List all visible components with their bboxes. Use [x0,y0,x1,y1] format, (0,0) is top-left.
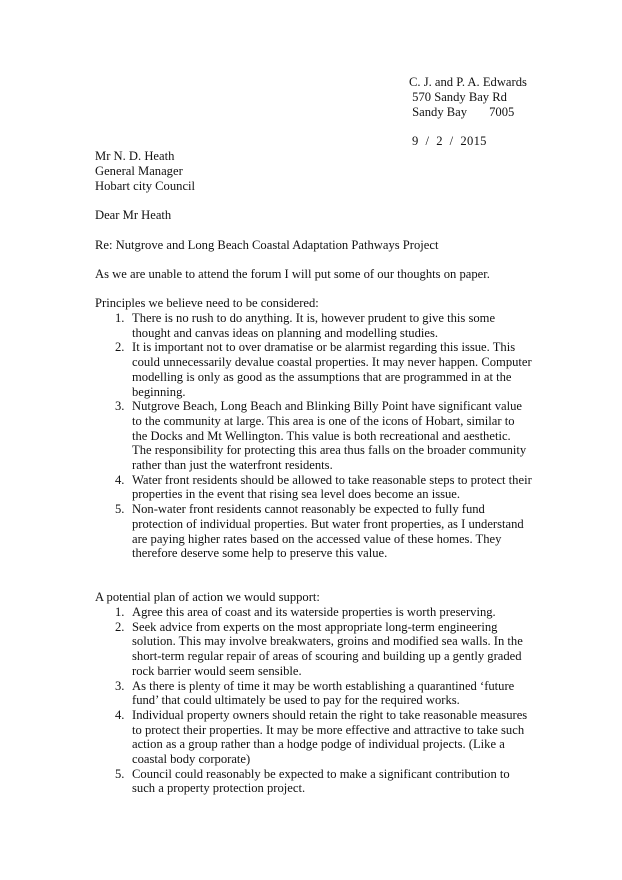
subject-line: Re: Nutgrove and Long Beach Coastal Adaptation Pathways Project [95,238,439,252]
principles-list [95,311,535,561]
principles-section [95,296,535,561]
list-text: Agree this area of coast and its waterside properties is worth preserving. [132,605,496,619]
list-text: Seek advice from experts on the most appropriate long-term engineering solution. This may involve breakwaters, groins and modified sea walls. In the short-term regular repair of areas of scouring and building up a gently graded rock barrier would seem sensible. [132,619,523,678]
principles-heading: Principles we believe need to be considered: [95,296,319,310]
plan-list [95,605,535,796]
plan-item [95,767,532,796]
recipient-title: General Manager [95,164,183,178]
list-text: It is important not to over dramatise or be alarmist regarding this issue. This could unnecessarily devalue coastal properties. It may never happen. Computer modelling is only as good as the assumptions that are programmed in at the beginning. [132,340,532,399]
list-number: 5. [115,502,125,517]
list-number: 1. [115,311,125,325]
principle-item [95,340,532,399]
list-text: Water front residents should be allowed to take reasonable steps to protect their properties in the event that rising sea level does become an issue. [132,472,532,502]
recipient-organisation: Hobart city Council [95,179,196,193]
principle-item [95,311,532,340]
letter-date: 9 / 2 / 2015 [412,134,487,148]
list-number: 5. [115,766,125,781]
list-number: 3. [115,678,125,693]
list-text: There is no rush to do anything. It is, however prudent to give this some thought and canvas ideas on planning and modelling studies. [132,311,496,340]
sender-suburb: Sandy Bay 7005 [409,105,515,119]
plan-item [95,620,532,679]
list-number: 4. [115,472,125,487]
list-number: 3. [115,399,125,414]
list-text: Individual property owners should retain the right to take reasonable measures to protect their properties. It may be more effective and attractive to take such action as a group rather than a hodge podge of individual projects. (Like a coastal body corporate) [132,707,528,767]
recipient-name: Mr N. D. Heath [95,149,175,163]
plan-item [95,679,532,708]
list-text: Non-water front residents cannot reasonably be expected to fully fund protection of individual properties. But water front properties, as I understand are paying higher rates based on the accessed value of these homes. They therefore deserve some help to preserve this value. [132,502,524,561]
list-number: 2. [115,619,125,634]
plan-item [95,708,532,767]
list-text: Council could reasonably be expected to make a significant contribution to such a property protection project. [132,766,510,796]
list-text: As there is plenty of time it may be worth establishing a quarantined ‘future fund’ that could ultimately be used to pay for the required works. [132,678,515,708]
plan-section [95,590,535,796]
plan-item [95,605,532,620]
list-number: 2. [115,340,125,355]
sender-address [409,75,527,120]
principle-item [95,502,532,561]
principle-item [95,473,532,502]
list-number: 1. [115,605,125,619]
sender-names: C. J. and P. A. Edwards [409,75,527,89]
list-number: 4. [115,707,125,722]
sender-street: 570 Sandy Bay Rd [409,90,507,104]
salutation: Dear Mr Heath [95,208,172,222]
principle-item [95,399,532,473]
plan-heading: A potential plan of action we would support: [95,590,320,604]
intro-paragraph: As we are unable to attend the forum I will put some of our thoughts on paper. [95,267,490,281]
recipient-address [95,149,195,194]
list-text: Nutgrove Beach, Long Beach and Blinking Billy Point have significant value to the community at large. This area is one of the icons of Hobart, similar to the Docks and Mt Wellington. This value is both recreational and aesthetic. The responsibility for protecting this area thus falls on the broader community rather than just the waterfront residents. [132,399,527,473]
